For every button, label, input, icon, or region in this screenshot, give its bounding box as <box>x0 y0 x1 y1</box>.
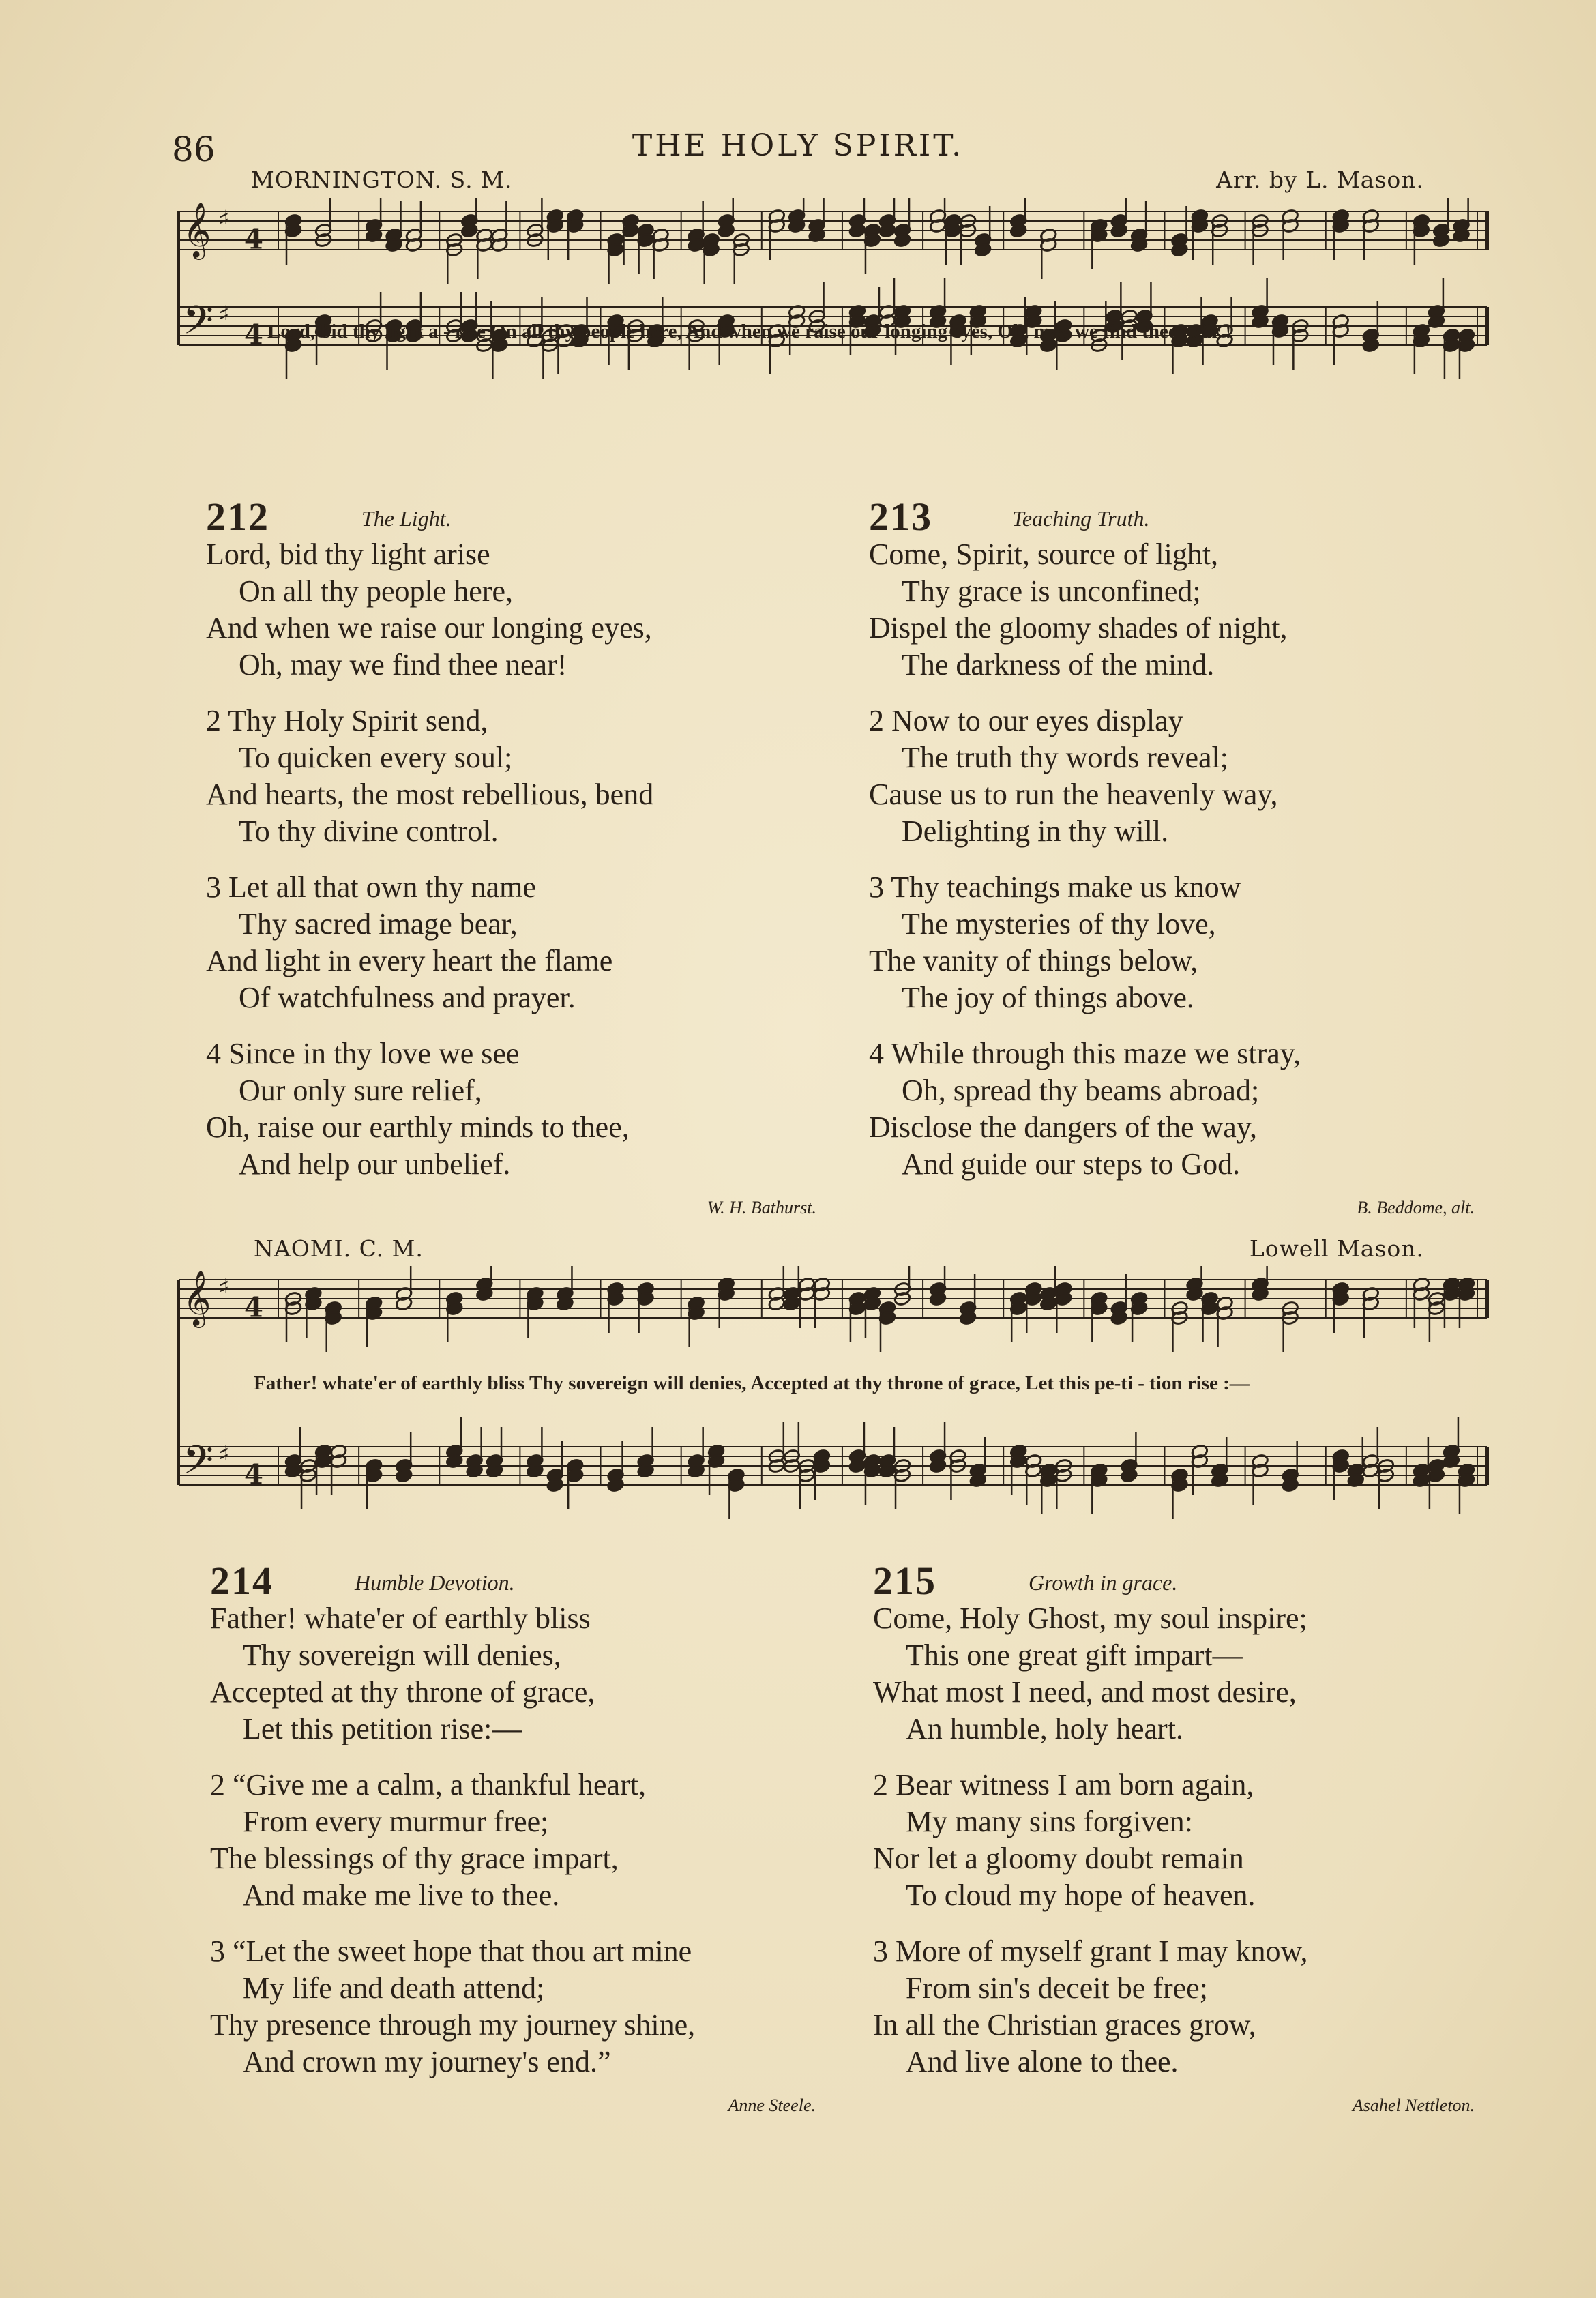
stanza <box>210 1600 824 1748</box>
tune-arranger: Arr. by L. Mason. <box>1216 166 1424 193</box>
verse-line: Nor let a gloomy doubt remain <box>873 1842 1244 1875</box>
verse-line: Thy grace is unconfined; <box>902 574 1201 608</box>
lyric-line-2: Father! whate'er of earthly bliss Thy sovereign will denies, Accepted at thy throne of grace, Let this pe-ti - tion rise :— <box>254 1372 1250 1394</box>
hymn-number: 214 <box>210 1559 274 1603</box>
sharp-icon: ♯ <box>218 301 230 329</box>
verse-line: 3 “Let the sweet hope that thou art mine <box>210 1934 692 1968</box>
tune-name-naomi: NAOMI. C. M. <box>254 1235 424 1262</box>
hymn-title: Teaching Truth. <box>1012 506 1150 531</box>
verse-line: An humble, holy heart. <box>906 1712 1183 1745</box>
verse-line: Disclose the dangers of the way, <box>869 1110 1257 1144</box>
time-signature-icon: 4 <box>244 223 263 256</box>
stanza <box>206 1035 820 1183</box>
hymn-author: Anne Steele. <box>728 2095 816 2115</box>
verse-line: 3 Let all that own thy name <box>206 870 536 904</box>
hymn-number: 212 <box>206 495 269 539</box>
stanza <box>873 1933 1487 2080</box>
verse-line: Lord, bid thy light arise <box>206 537 490 571</box>
hymn-title: Growth in grace. <box>1029 1570 1178 1595</box>
page-number: 86 <box>172 130 216 169</box>
verse-line: To quicken every soul; <box>239 741 513 774</box>
verse-line: From every murmur free; <box>243 1805 549 1838</box>
sharp-icon: ♯ <box>218 1441 230 1469</box>
running-head: THE HOLY SPIRIT. <box>632 128 964 163</box>
bass-clef-icon: 𝄢 <box>183 1437 214 1493</box>
verse-line: Come, Spirit, source of light, <box>869 537 1219 571</box>
stanza <box>210 1767 824 1914</box>
stanza <box>869 536 1483 683</box>
verse-line: The darkness of the mind. <box>902 648 1215 681</box>
score-svg-2 <box>176 1266 1492 1552</box>
verse-line: 4 While through this maze we stray, <box>869 1037 1301 1070</box>
verse-line: And hearts, the most rebellious, bend <box>206 778 654 811</box>
verse-line: Let this petition rise:— <box>243 1712 522 1745</box>
hymn-214 <box>210 1558 824 2116</box>
treble-clef-icon: 𝄞 <box>183 201 211 258</box>
verse-line: The truth thy words reveal; <box>902 741 1228 774</box>
verse-line: And help our unbelief. <box>239 1147 511 1181</box>
verse-line: My life and death attend; <box>243 1971 545 2005</box>
hymn-215 <box>873 1558 1487 2116</box>
verse-line: Oh, may we find thee near! <box>239 648 567 681</box>
verse-line: And guide our steps to God. <box>902 1147 1241 1181</box>
hymn-author: B. Beddome, alt. <box>1357 1198 1475 1218</box>
lyric-line-1: Lord, bid thy light a - rise On all thy people here, And when we raise our longing eyes, Oh, may we find thee near ! <box>267 321 1232 342</box>
verse-line: Dispel the gloomy shades of night, <box>869 611 1288 645</box>
hymn-number: 213 <box>869 495 932 539</box>
verse-line: My many sins forgiven: <box>906 1805 1193 1838</box>
verse-line: Our only sure relief, <box>239 1074 482 1107</box>
stanza <box>869 869 1483 1016</box>
sharp-icon: ♯ <box>218 1273 230 1301</box>
stanza <box>206 536 820 683</box>
sharp-icon: ♯ <box>218 205 230 233</box>
verse-line: From sin's deceit be free; <box>906 1971 1208 2005</box>
stanza <box>869 703 1483 850</box>
verse-line: To cloud my hope of heaven. <box>906 1879 1256 1912</box>
time-signature-icon: 4 <box>244 319 263 351</box>
hymn-author: Asahel Nettleton. <box>1352 2095 1475 2115</box>
hymn-title: Humble Devotion. <box>355 1570 515 1595</box>
stanza <box>869 1035 1483 1183</box>
music-score-naomi <box>176 1266 1492 1552</box>
hymn-213 <box>869 494 1483 1218</box>
verse-line: And light in every heart the flame <box>206 944 613 977</box>
verse-line: Accepted at thy throne of grace, <box>210 1675 595 1709</box>
verse-line: The blessings of thy grace impart, <box>210 1842 619 1875</box>
verse-line: And live alone to thee. <box>906 2045 1179 2078</box>
stanza <box>873 1767 1487 1914</box>
stanza <box>206 703 820 850</box>
verse-line: 3 Thy teachings make us know <box>869 870 1241 904</box>
verse-line: Father! whate'er of earthly bliss <box>210 1602 591 1635</box>
verse-line: 2 “Give me a calm, a thankful heart, <box>210 1768 646 1801</box>
verse-line: 3 More of myself grant I may know, <box>873 1934 1308 1968</box>
hymn-number: 215 <box>873 1559 936 1603</box>
verse-line: And crown my journey's end.” <box>243 2045 611 2078</box>
verse-line: 2 Now to our eyes display <box>869 704 1183 737</box>
bass-clef-icon: 𝄢 <box>183 297 214 353</box>
verse-line: 2 Thy Holy Spirit send, <box>206 704 488 737</box>
verse-line: The vanity of things below, <box>869 944 1198 977</box>
treble-clef-icon: 𝄞 <box>183 1269 211 1326</box>
time-signature-icon: 4 <box>244 1291 263 1324</box>
verse-line: Delighting in thy will. <box>902 814 1169 848</box>
hymn-author: W. H. Bathurst. <box>707 1198 816 1218</box>
verse-line: Oh, raise our earthly minds to thee, <box>206 1110 630 1144</box>
verse-line: Oh, spread thy beams abroad; <box>902 1074 1260 1107</box>
verse-line: In all the Christian graces grow, <box>873 2008 1256 2042</box>
tune-composer: Lowell Mason. <box>1249 1235 1424 1262</box>
verse-line: Thy sacred image bear, <box>239 907 518 941</box>
verse-line: And make me live to thee. <box>243 1879 560 1912</box>
verse-line: Thy sovereign will denies, <box>243 1638 561 1672</box>
tune-name-mornington: MORNINGTON. S. M. <box>251 166 513 193</box>
verse-line: 4 Since in thy love we see <box>206 1037 520 1070</box>
verse-line: On all thy people here, <box>239 574 513 608</box>
verse-line: The mysteries of thy love, <box>902 907 1216 941</box>
verse-line: And when we raise our longing eyes, <box>206 611 652 645</box>
stanza <box>210 1933 824 2080</box>
stanza <box>206 869 820 1016</box>
verse-line: 2 Bear witness I am born again, <box>873 1768 1254 1801</box>
hymn-212 <box>206 494 820 1218</box>
hymn-title: The Light. <box>361 506 452 531</box>
verse-line: To thy divine control. <box>239 814 499 848</box>
verse-line: The joy of things above. <box>902 981 1194 1014</box>
verse-line: Come, Holy Ghost, my soul inspire; <box>873 1602 1307 1635</box>
verse-line: What most I need, and most desire, <box>873 1675 1297 1709</box>
verse-line: Cause us to run the heavenly way, <box>869 778 1278 811</box>
time-signature-icon: 4 <box>244 1458 263 1491</box>
verse-line: Of watchfulness and prayer. <box>239 981 576 1014</box>
stanza <box>873 1600 1487 1748</box>
verse-line: Thy presence through my journey shine, <box>210 2008 696 2042</box>
verse-line: This one great gift impart— <box>906 1638 1243 1672</box>
